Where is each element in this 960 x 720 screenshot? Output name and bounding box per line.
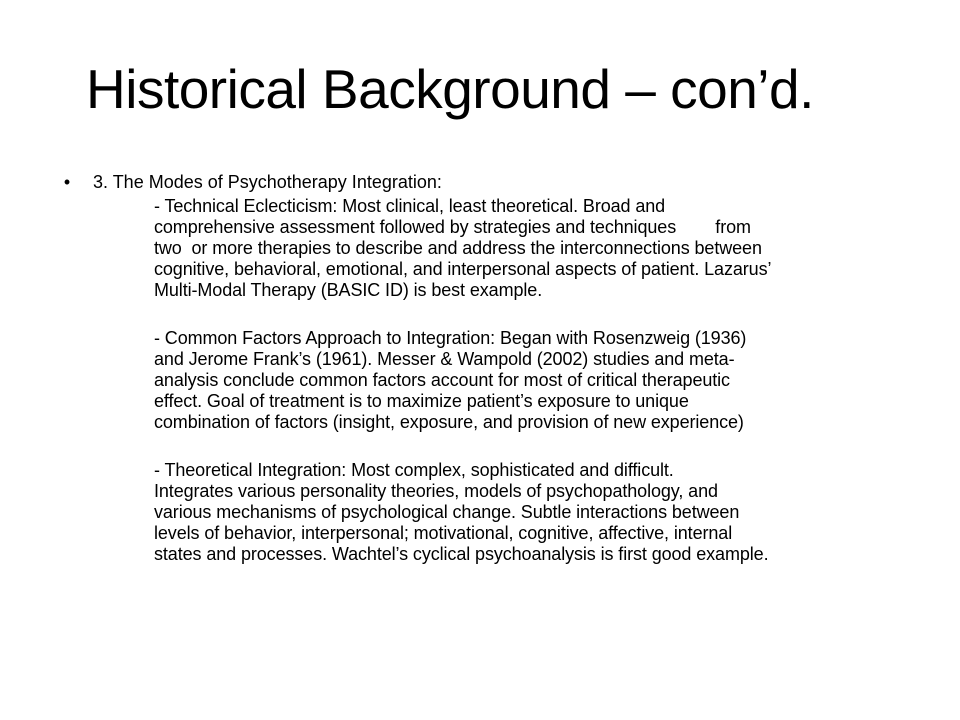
paragraph-line: analysis conclude common factors account for most of critical therapeutic <box>154 370 730 390</box>
paragraph-line: and Jerome Frank’s (1961). Messer & Wampold (2002) studies and meta- <box>154 349 735 369</box>
slide-title: Historical Background – con’d. <box>86 58 814 120</box>
paragraph-line: various mechanisms of psychological change. Subtle interactions between <box>154 502 740 522</box>
paragraph-line: - Common Factors Approach to Integration: Began with Rosenzweig (1936) <box>154 328 747 348</box>
paragraph-theoretical-integration <box>154 460 914 565</box>
paragraph-line: Integrates various personality theories, models of psychopathology, and <box>154 481 718 501</box>
paragraph-line: Multi-Modal Therapy (BASIC ID) is best example. <box>154 280 543 300</box>
paragraph-line: two or more therapies to describe and address the interconnections between <box>154 238 762 258</box>
paragraph-line: combination of factors (insight, exposure, and provision of new experience) <box>154 412 744 432</box>
paragraph-line: - Theoretical Integration: Most complex, sophisticated and difficult. <box>154 460 674 480</box>
paragraph-line: levels of behavior, interpersonal; motivational, cognitive, affective, internal <box>154 523 733 543</box>
paragraph-technical-eclecticism <box>154 196 914 301</box>
paragraph-common-factors <box>154 328 914 433</box>
bullet-marker: • <box>63 172 71 192</box>
paragraph-line: - Technical Eclecticism: Most clinical, least theoretical. Broad and <box>154 196 666 216</box>
paragraph-line: cognitive, behavioral, emotional, and interpersonal aspects of patient. Lazarus’ <box>154 259 772 279</box>
bullet-text: 3. The Modes of Psychotherapy Integration: <box>93 172 442 192</box>
paragraph-line: effect. Goal of treatment is to maximize patient’s exposure to unique <box>154 391 689 411</box>
paragraph-line: comprehensive assessment followed by strategies and techniques from <box>154 217 751 237</box>
paragraph-line: states and processes. Wachtel’s cyclical psychoanalysis is first good example. <box>154 544 769 564</box>
